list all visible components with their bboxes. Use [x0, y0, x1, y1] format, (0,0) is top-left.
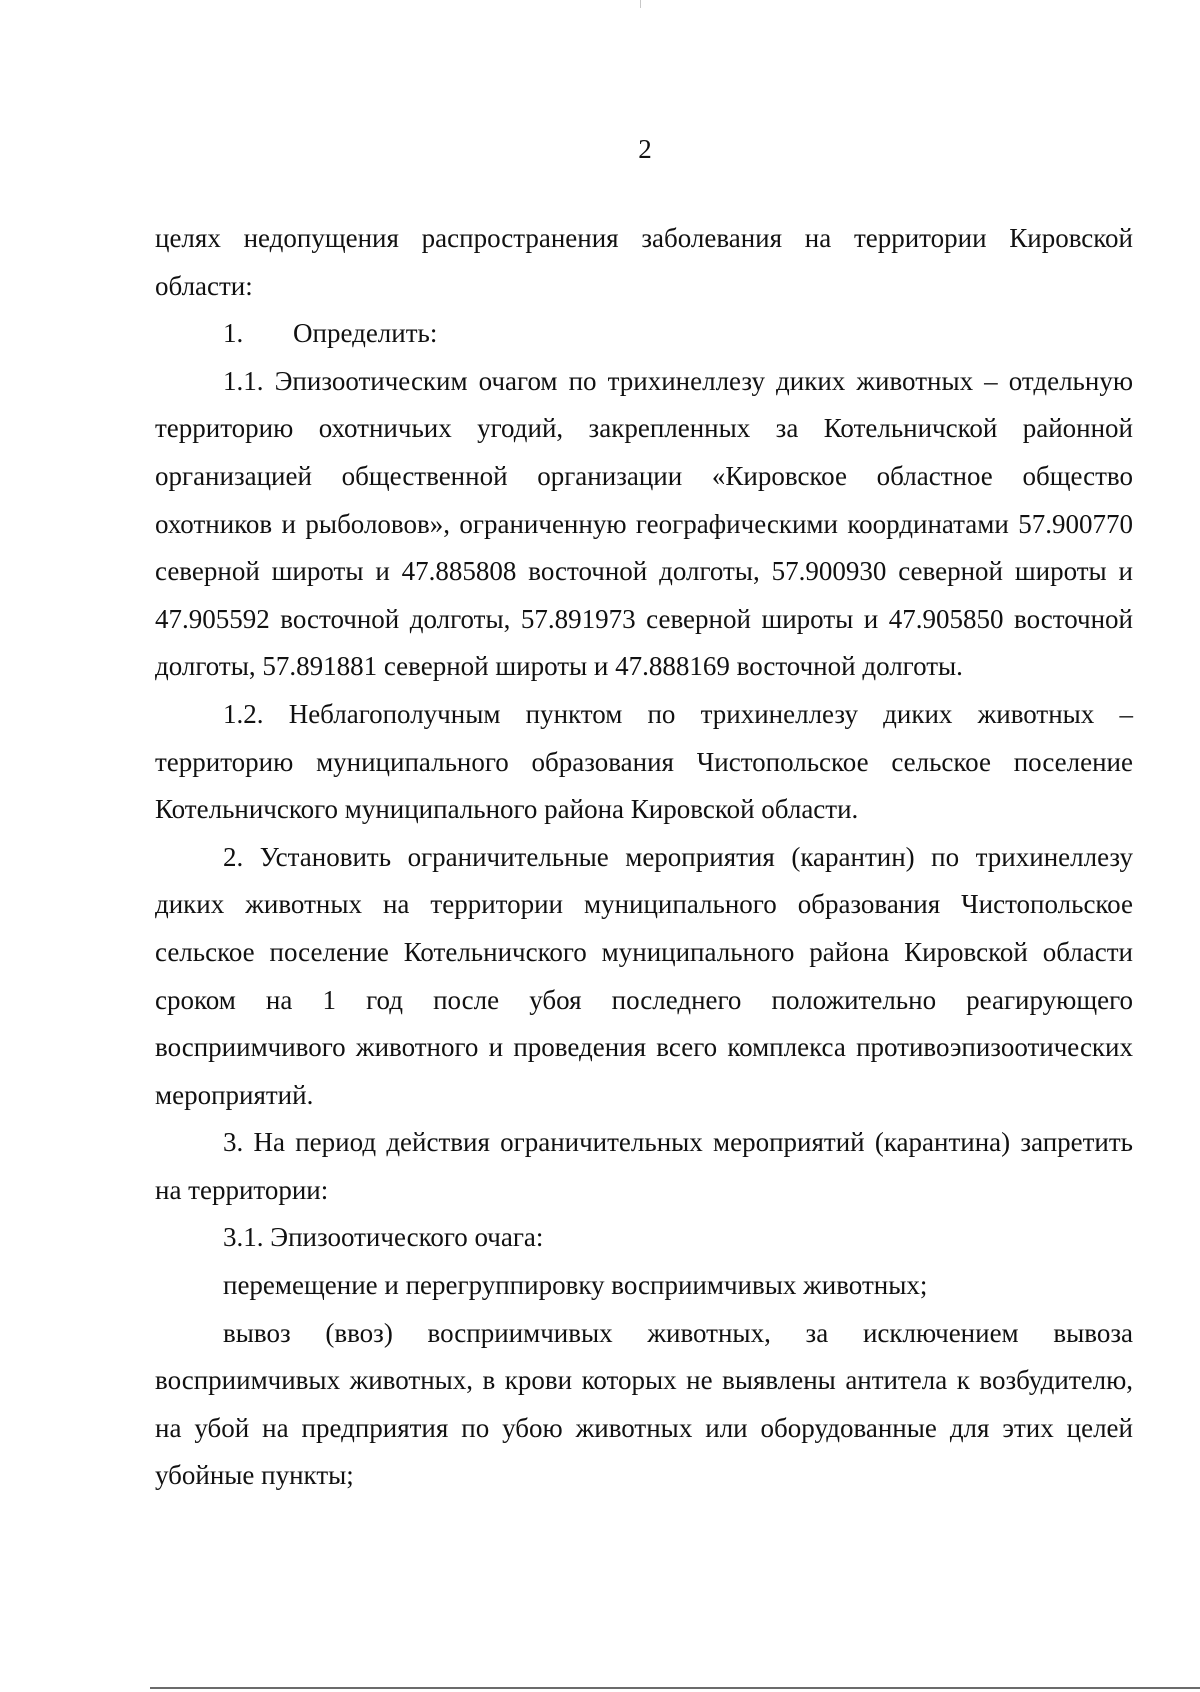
paragraph-1-number: 1. [223, 318, 244, 349]
paragraph-3: 3. На период действия ограничительных мероприятий (карантина) запретить на территории: [155, 1127, 1133, 1205]
paragraph-3-1-item-a: перемещение и перегруппировку восприимчивых животных; [223, 1270, 928, 1301]
document-body [155, 215, 1133, 1500]
paragraph-1 [155, 310, 1133, 358]
paragraph-3-1: 3.1. Эпизоотического очага: [223, 1222, 544, 1253]
paragraph-1-1: 1.1. Эпизоотическим очагом по трихинеллезу диких животных – отдельную территорию охотничьих угодий, закрепленных за Котельничской районной организацией общественной организации «Кировское областное общество охотников и рыболовов», ограниченную географическими координатами 57.900770 северной широты и 47.885808 восточной долготы, 57.900930 северной широты и 47.905592 восточной долготы, 57.891973 северной широты и 47.905850 восточной долготы, 57.891881 северной широты и 47.888169 восточной долготы. [155, 365, 1133, 682]
paragraph-1-2: 1.2. Неблагополучным пунктом по трихинеллезу диких животных – территорию муниципального образования Чистопольское сельское поселение Котельничского муниципального района Кировской области. [155, 698, 1133, 825]
paragraph-1-text: Определить: [293, 318, 438, 349]
paragraph-2: 2. Установить ограничительные мероприятия (карантин) по трихинеллезу диких животных на территории муниципального образования Чистопольское сельское поселение Котельничского муниципального района Кировской области сроком на 1 год после убоя последнего положительно реагирующего восприимчивого животного и проведения всего комплекса противоэпизоотических мероприятий. [155, 841, 1133, 1110]
paragraph-3-1-item-b: вывоз (ввоз) восприимчивых животных, за исключением вывоза восприимчивых животных, в крови которых не выявлены антитела к возбудителю, на убой на предприятия по убою животных или оборудованные для этих целей убойные пункты; [155, 1317, 1133, 1491]
paragraph-intro: целях недопущения распространения заболевания на территории Кировской области: [155, 223, 1133, 301]
scan-artifact-top [640, 0, 641, 8]
page-number: 2 [638, 134, 652, 164]
scan-edge-bottom [150, 1687, 1200, 1689]
